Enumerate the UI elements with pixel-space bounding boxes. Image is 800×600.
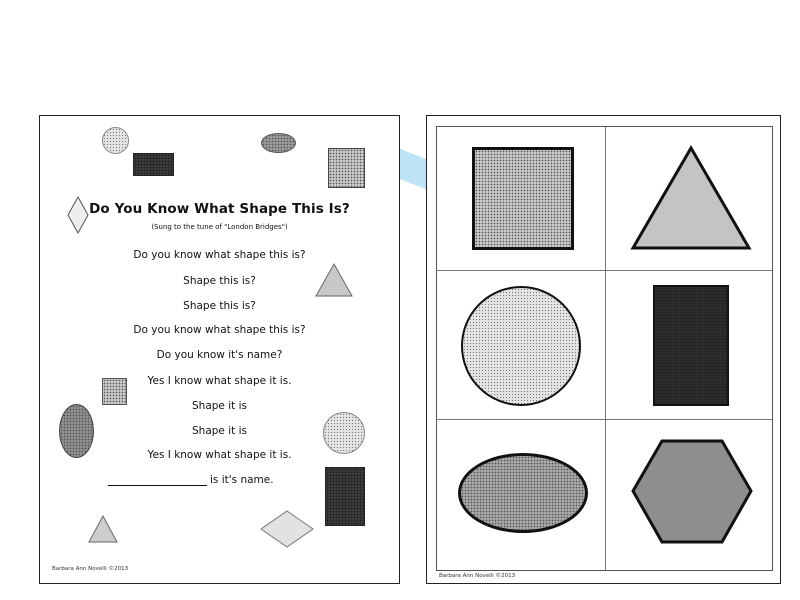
song-page (39, 115, 400, 584)
lyric-line: Do you know what shape this is? (133, 324, 306, 336)
rectangle-shape (133, 153, 174, 176)
rectangle-shape (325, 467, 365, 526)
triangle-card-shape (630, 145, 752, 251)
grid-divider (437, 270, 772, 271)
lyric-line: Do you know what shape this is? (133, 249, 306, 261)
hexagon-card-shape (631, 439, 753, 544)
square-shape (328, 148, 365, 188)
lyric-line: Do you know it's name? (156, 349, 283, 361)
lyric-line: Shape it is (192, 425, 247, 437)
lyric-line: Yes I know what shape it is. (147, 375, 292, 387)
oval-card-shape (458, 453, 588, 533)
grid-divider (605, 127, 606, 570)
song-subtitle: (Sung to the tune of "London Bridges") (151, 223, 288, 231)
square-card-shape (472, 147, 574, 250)
grid-divider (437, 419, 772, 420)
circle-shape (102, 127, 129, 154)
lyric-line: Yes I know what shape it is. (147, 449, 292, 461)
diamond-shape (260, 510, 314, 548)
song-title: Do You Know What Shape This Is? (89, 201, 350, 217)
square-shape (102, 378, 127, 405)
triangle-shape (87, 514, 119, 544)
oval-shape (59, 404, 94, 458)
lyric-line: Shape this is? (183, 275, 256, 287)
slide-connector (398, 148, 428, 190)
lyric-line: Shape it is (192, 400, 247, 412)
circle-card-shape (461, 286, 581, 406)
copyright-credit: Barbara Ann Novelli ©2013 (439, 573, 516, 579)
rectangle-card-shape (653, 285, 729, 406)
ellipse-shape (261, 133, 296, 153)
lyric-line: Shape this is? (183, 300, 256, 312)
shape-card-grid (436, 126, 773, 571)
lyric-line: is it's name. (210, 474, 274, 486)
circle-shape (323, 412, 365, 454)
answer-blank-line (108, 485, 207, 486)
triangle-shape (314, 262, 354, 298)
shape-cards-page (426, 115, 781, 584)
copyright-credit: Barbara Ann Novelli ©2013 (52, 566, 129, 572)
